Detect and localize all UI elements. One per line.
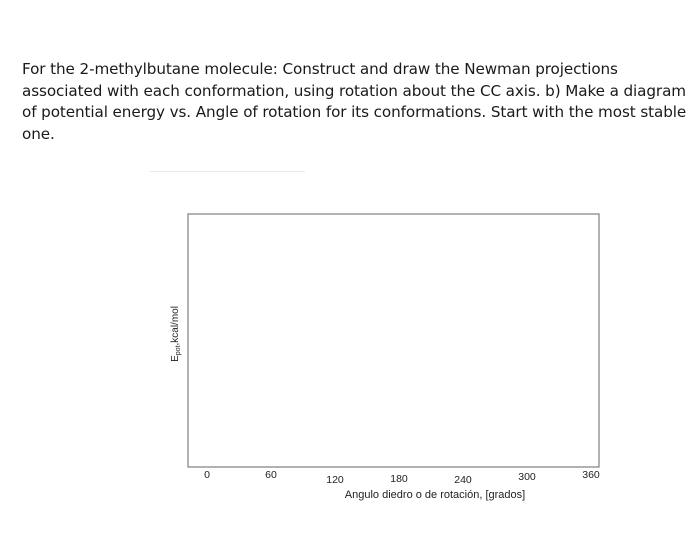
x-tick-labels <box>204 469 600 486</box>
x-tick-label: 60 <box>265 469 277 481</box>
plot-frame <box>188 214 599 467</box>
y-axis-label <box>170 306 182 362</box>
x-tick-label: 240 <box>454 474 472 486</box>
x-tick-label: 360 <box>582 469 600 481</box>
y-axis-label-main: E <box>170 355 181 362</box>
y-axis-label-subscript: pot <box>175 345 182 356</box>
y-axis-label-suffix: ,kcal/mol <box>170 306 181 346</box>
x-tick-label: 120 <box>326 474 344 486</box>
x-tick-label: 0 <box>204 469 210 481</box>
x-tick-label: 300 <box>518 471 536 483</box>
x-axis-label: Angulo diedro o de rotación, [grados] <box>344 489 526 501</box>
x-tick-label: 180 <box>390 473 408 485</box>
question-text: For the 2-methylbutane molecule: Construct and draw the Newman projections associated with each conformation, using rotation about the CC axis. b) Make a diagram of potential energy vs. Angle of rotation for its conformations. Start with the most stable one. <box>22 60 687 143</box>
